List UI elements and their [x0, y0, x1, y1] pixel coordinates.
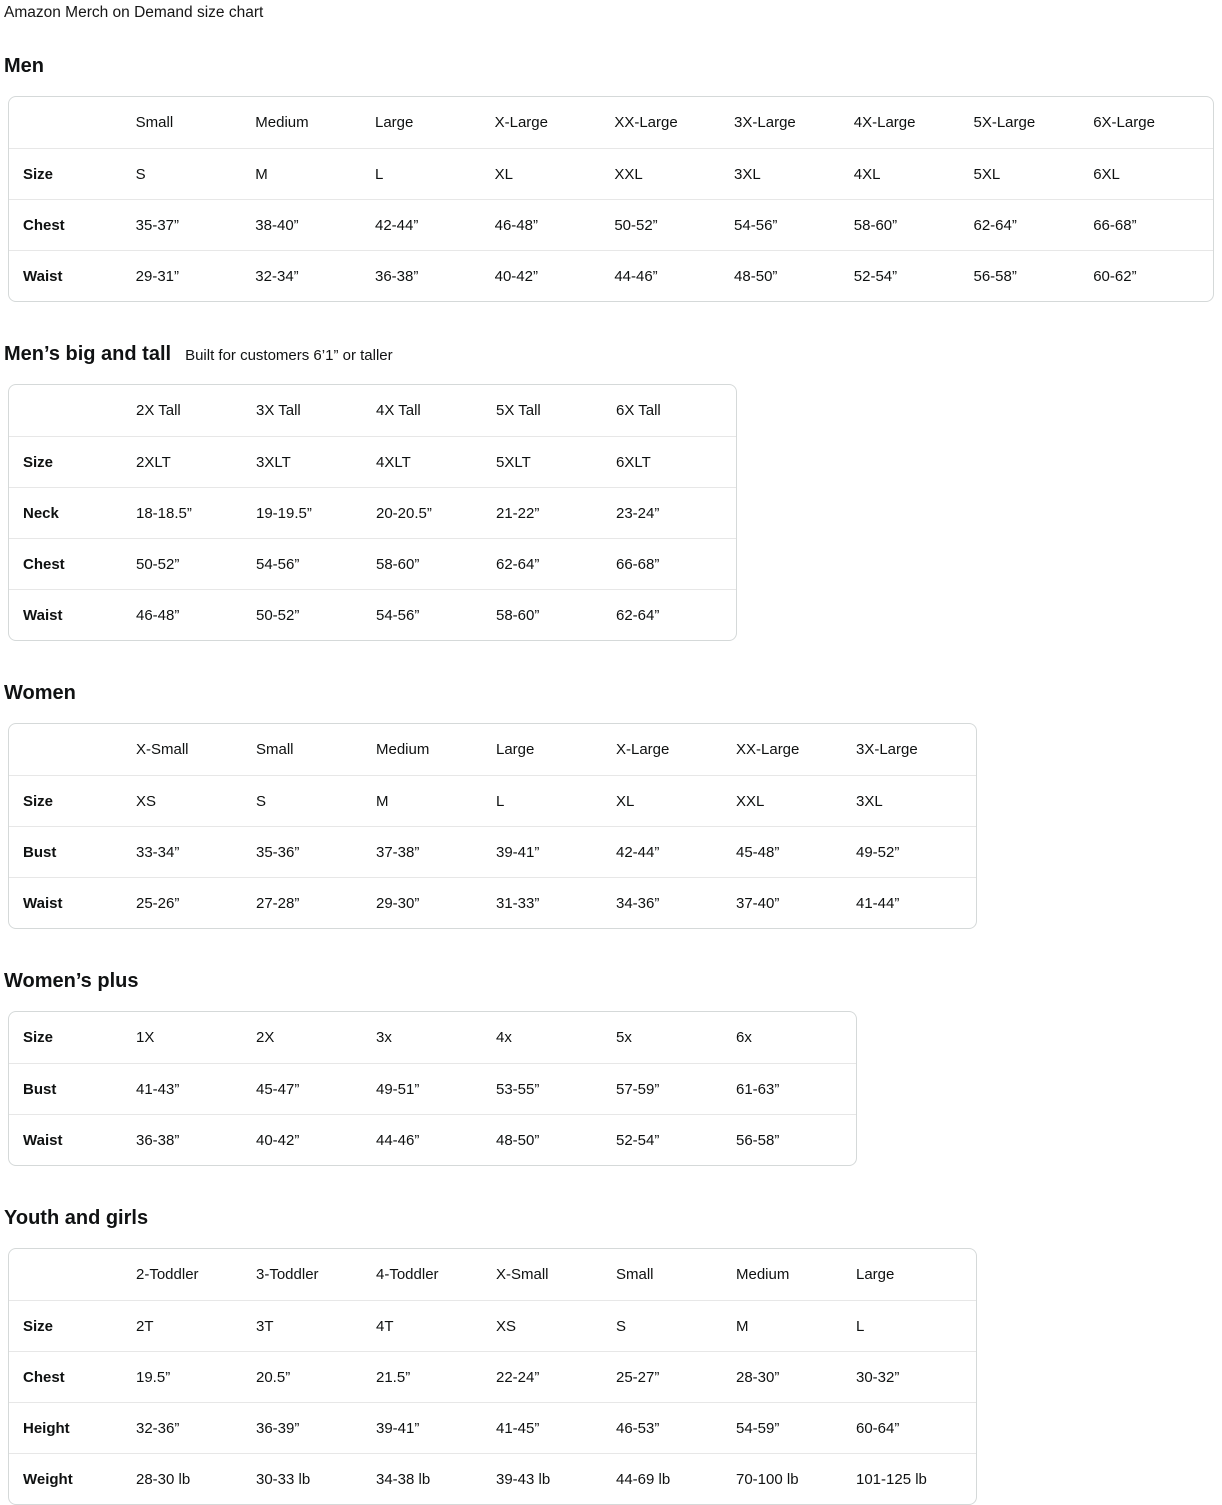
column-header-women-3: Large: [496, 741, 535, 758]
size-cell: 31-33”: [496, 877, 616, 928]
size-cell: 58-60”: [496, 589, 616, 640]
table-row-size: [9, 148, 1213, 199]
column-header-men-7: 5X-Large: [973, 114, 1036, 131]
size-cell: 35-37”: [136, 199, 256, 250]
column-header-mens-big-and-tall-0: 2X Tall: [136, 402, 181, 419]
size-cell: 37-38”: [376, 826, 496, 877]
section-heading-womens-plus: [4, 969, 1214, 995]
size-cell: 40-42”: [256, 1114, 376, 1165]
size-cell: L: [856, 1300, 976, 1351]
size-cell: 54-56”: [256, 538, 376, 589]
size-cell: 60-62”: [1093, 250, 1213, 301]
column-header-youth-and-girls-0: 2-Toddler: [136, 1266, 199, 1283]
size-cell: M: [736, 1300, 856, 1351]
table-row-size: [9, 1012, 856, 1063]
table-row-waist: [9, 250, 1213, 301]
row-label: Waist: [9, 1114, 136, 1165]
column-header-men-1: Medium: [255, 114, 309, 131]
size-cell: 20.5”: [256, 1351, 376, 1402]
size-cell: 50-52”: [614, 199, 734, 250]
size-cell: 70-100 lb: [736, 1453, 856, 1504]
youth-and-girls-size-table: [8, 1248, 977, 1505]
size-cell: 44-46”: [614, 250, 734, 301]
size-cell: 34-36”: [616, 877, 736, 928]
corner-cell: [9, 1249, 136, 1300]
section-heading-men: [4, 54, 1214, 80]
column-header-men-3: X-Large: [494, 114, 548, 131]
size-cell: 19-19.5”: [256, 487, 376, 538]
column-header-row: [9, 385, 736, 436]
size-cell: 54-59”: [736, 1402, 856, 1453]
size-cell: 46-48”: [495, 199, 615, 250]
size-cell: 41-45”: [496, 1402, 616, 1453]
size-cell: 3XLT: [256, 436, 376, 487]
column-header-men-0: Small: [135, 114, 174, 131]
table-row-size: [9, 436, 736, 487]
size-cell: 28-30 lb: [136, 1453, 256, 1504]
table-row-height: [9, 1402, 976, 1453]
column-header-youth-and-girls-3: X-Small: [496, 1266, 549, 1283]
size-cell: 56-58”: [973, 250, 1093, 301]
size-cell: 52-54”: [854, 250, 974, 301]
womens-plus-size-table: [8, 1011, 857, 1166]
size-cell: 45-48”: [736, 826, 856, 877]
size-cell: 29-31”: [136, 250, 256, 301]
size-cell: 27-28”: [256, 877, 376, 928]
size-cell: 44-46”: [376, 1114, 496, 1165]
size-cell: 60-64”: [856, 1402, 976, 1453]
row-label: Size: [23, 1029, 54, 1046]
size-cell: 30-32”: [856, 1351, 976, 1402]
size-cell: XXL: [614, 148, 734, 199]
size-cell: 54-56”: [734, 199, 854, 250]
size-cell: 5XLT: [496, 436, 616, 487]
size-cell: 6XL: [1093, 148, 1213, 199]
size-cell: 61-63”: [736, 1063, 856, 1114]
size-cell: 62-64”: [616, 589, 736, 640]
size-cell: 30-33 lb: [256, 1453, 376, 1504]
size-cell: 4XL: [854, 148, 974, 199]
column-header-women-5: XX-Large: [736, 741, 800, 758]
size-cell: 66-68”: [1093, 199, 1213, 250]
section-subtitle: Built for customers 6’1” or taller: [185, 347, 393, 364]
row-label: Waist: [9, 250, 136, 301]
column-header-youth-and-girls-1: 3-Toddler: [256, 1266, 319, 1283]
size-cell: 48-50”: [496, 1114, 616, 1165]
size-cell: 2XLT: [136, 436, 256, 487]
size-cell: 2T: [136, 1300, 256, 1351]
column-header-women-0: X-Small: [136, 741, 189, 758]
size-cell: M: [255, 148, 375, 199]
size-cell: 39-41”: [376, 1402, 496, 1453]
size-cell: 44-69 lb: [616, 1453, 736, 1504]
size-cell: 25-27”: [616, 1351, 736, 1402]
size-cell: 20-20.5”: [376, 487, 496, 538]
table-row-chest: [9, 538, 736, 589]
size-cell: 49-51”: [376, 1063, 496, 1114]
column-header-men-4: XX-Large: [614, 114, 678, 131]
size-cell: 32-36”: [136, 1402, 256, 1453]
size-cell: XL: [616, 775, 736, 826]
size-cell: S: [256, 775, 376, 826]
column-header-row: [9, 97, 1213, 148]
column-header-youth-and-girls-5: Medium: [736, 1266, 790, 1283]
size-cell: L: [496, 775, 616, 826]
section-title: Youth and girls: [4, 1207, 149, 1229]
section-heading-women: [4, 681, 1214, 707]
size-cell: 32-34”: [255, 250, 375, 301]
section-heading-mens-big-and-tall: [4, 342, 1214, 368]
column-header-women-6: 3X-Large: [856, 741, 918, 758]
size-cell: 5x: [616, 1029, 632, 1046]
size-cell: 40-42”: [495, 250, 615, 301]
row-label: Size: [9, 148, 136, 199]
size-cell: 19.5”: [136, 1351, 256, 1402]
size-cell: 46-48”: [136, 589, 256, 640]
size-cell: XXL: [736, 775, 856, 826]
size-cell: 56-58”: [736, 1114, 856, 1165]
size-cell: 62-64”: [973, 199, 1093, 250]
size-cell: M: [376, 775, 496, 826]
size-cell: 36-38”: [136, 1114, 256, 1165]
row-label: Chest: [9, 1351, 136, 1402]
table-row-chest: [9, 199, 1213, 250]
column-header-women-2: Medium: [376, 741, 430, 758]
row-label: Bust: [9, 1063, 136, 1114]
size-cell: 49-52”: [856, 826, 976, 877]
size-cell: 52-54”: [616, 1114, 736, 1165]
table-row-neck: [9, 487, 736, 538]
size-cell: 1X: [136, 1029, 155, 1046]
column-header-mens-big-and-tall-2: 4X Tall: [376, 402, 421, 419]
size-cell: 21-22”: [496, 487, 616, 538]
column-header-mens-big-and-tall-4: 6X Tall: [616, 402, 661, 419]
size-cell: 66-68”: [616, 538, 736, 589]
page-title: Amazon Merch on Demand size chart: [4, 4, 264, 21]
size-cell: 4T: [376, 1300, 496, 1351]
row-label: Chest: [9, 538, 136, 589]
size-cell: 58-60”: [376, 538, 496, 589]
table-row-bust: [9, 826, 976, 877]
mens-big-and-tall-size-table: [8, 384, 737, 641]
column-header-men-2: Large: [374, 114, 414, 131]
size-cell: 41-44”: [856, 877, 976, 928]
size-cell: 42-44”: [616, 826, 736, 877]
column-header-men-8: 6X-Large: [1093, 114, 1155, 131]
section-title: Men: [4, 55, 44, 77]
corner-cell: [9, 385, 136, 436]
size-cell: 28-30”: [736, 1351, 856, 1402]
size-cell: XS: [136, 775, 256, 826]
size-cell: 5XL: [973, 148, 1093, 199]
size-cell: 41-43”: [136, 1063, 256, 1114]
size-cell: 62-64”: [496, 538, 616, 589]
size-cell: 3XL: [734, 148, 854, 199]
section-title: Women’s plus: [4, 970, 139, 992]
men-size-table: [8, 96, 1214, 302]
size-cell: 36-38”: [375, 250, 495, 301]
size-cell: 4x: [496, 1029, 512, 1046]
table-row-waist: [9, 589, 736, 640]
size-cell: 3XL: [856, 775, 976, 826]
size-cell: 39-41”: [496, 826, 616, 877]
size-cell: 53-55”: [496, 1063, 616, 1114]
row-label: Neck: [9, 487, 136, 538]
table-row-bust: [9, 1063, 856, 1114]
size-cell: 29-30”: [376, 877, 496, 928]
column-header-women-4: X-Large: [616, 741, 670, 758]
corner-cell: [9, 97, 136, 148]
size-cell: 38-40”: [255, 199, 375, 250]
size-cell: 18-18.5”: [136, 487, 256, 538]
table-row-size: [9, 1300, 976, 1351]
size-cell: 21.5”: [376, 1351, 496, 1402]
size-cell: 36-39”: [256, 1402, 376, 1453]
column-header-men-6: 4X-Large: [853, 114, 916, 131]
column-header-row: [9, 724, 976, 775]
size-cell: 25-26”: [136, 877, 256, 928]
size-cell: 54-56”: [376, 589, 496, 640]
size-cell: L: [375, 148, 495, 199]
table-row-waist: [9, 1114, 856, 1165]
row-label: Waist: [9, 877, 136, 928]
size-cell: 35-36”: [256, 826, 376, 877]
size-cell: 4XLT: [376, 436, 496, 487]
size-cell: 22-24”: [496, 1351, 616, 1402]
table-row-waist: [9, 877, 976, 928]
women-size-table: [8, 723, 977, 929]
size-cell: 6XLT: [616, 436, 736, 487]
size-cell: 50-52”: [136, 538, 256, 589]
row-label: Waist: [9, 589, 136, 640]
section-heading-youth-and-girls: [4, 1206, 1214, 1232]
size-cell: 33-34”: [136, 826, 256, 877]
section-title: Men’s big and tall: [4, 343, 172, 365]
column-header-youth-and-girls-2: 4-Toddler: [376, 1266, 439, 1283]
size-cell: 46-53”: [616, 1402, 736, 1453]
size-cell: 3T: [256, 1300, 376, 1351]
column-header-row: [9, 1249, 976, 1300]
row-label: Height: [9, 1402, 136, 1453]
size-chart-sections: [4, 54, 1214, 1505]
column-header-men-5: 3X-Large: [734, 114, 796, 131]
row-label: Size: [9, 775, 136, 826]
size-cell: S: [616, 1300, 736, 1351]
size-cell: 57-59”: [616, 1063, 736, 1114]
table-row-size: [9, 775, 976, 826]
size-cell: 3x: [376, 1029, 392, 1046]
size-cell: XS: [496, 1300, 616, 1351]
row-label: Chest: [9, 199, 136, 250]
table-row-chest: [9, 1351, 976, 1402]
size-cell: 34-38 lb: [376, 1453, 496, 1504]
size-cell: 101-125 lb: [856, 1453, 976, 1504]
size-cell: 58-60”: [854, 199, 974, 250]
size-cell: 42-44”: [375, 199, 495, 250]
column-header-mens-big-and-tall-1: 3X Tall: [256, 402, 301, 419]
size-cell: 37-40”: [736, 877, 856, 928]
size-cell: 48-50”: [734, 250, 854, 301]
size-cell: 6x: [736, 1029, 752, 1046]
row-label: Size: [9, 1300, 136, 1351]
column-header-youth-and-girls-4: Small: [616, 1266, 654, 1283]
corner-cell: [9, 724, 136, 775]
row-label: Weight: [9, 1453, 136, 1504]
table-row-weight: [9, 1453, 976, 1504]
size-cell: 23-24”: [616, 487, 736, 538]
size-cell: 45-47”: [256, 1063, 376, 1114]
row-label: Size: [9, 436, 136, 487]
size-cell: XL: [495, 148, 615, 199]
section-title: Women: [4, 682, 76, 704]
column-header-mens-big-and-tall-3: 5X Tall: [496, 402, 541, 419]
size-cell: 2X: [256, 1029, 275, 1046]
size-cell: 50-52”: [256, 589, 376, 640]
row-label: Bust: [9, 826, 136, 877]
column-header-youth-and-girls-6: Large: [856, 1266, 895, 1283]
column-header-women-1: Small: [256, 741, 294, 758]
size-cell: 39-43 lb: [496, 1453, 616, 1504]
size-cell: S: [136, 148, 256, 199]
